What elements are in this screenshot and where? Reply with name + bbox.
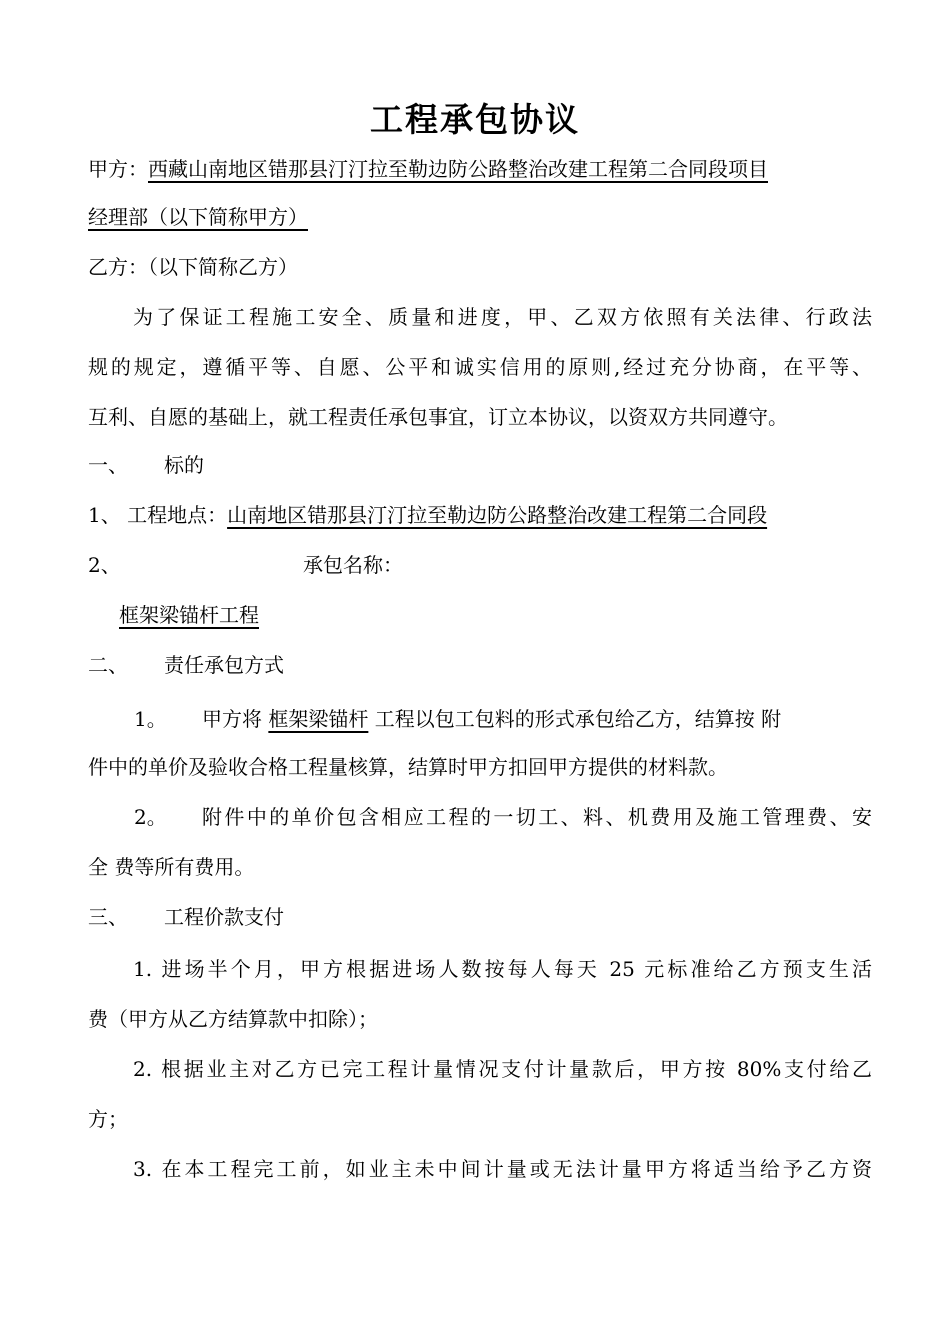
section-2-clause-2-line-1 <box>88 801 872 833</box>
section-3-clause-1-line-1: 1. 进场半个月，甲方根据进场人数按每人每天 25 元标准给乙方预支生活 <box>133 957 872 981</box>
contract-name-line <box>88 549 872 581</box>
section-1-heading: 标的 <box>164 453 204 477</box>
section-2-clause-1-line-1 <box>88 703 872 735</box>
party-b-line: 乙方：（以下简称乙方） <box>88 255 298 279</box>
project-location-value: 山南地区错那县汀汀拉至勒边防公路整治改建工程第二合同段 <box>227 503 768 527</box>
preamble-line-3: 互利、自愿的基础上，就工程责任承包事宜，订立本协议，以资双方共同遵守。 <box>88 405 788 429</box>
section-2-clause-2-line-2: 全 费等所有费用。 <box>88 855 255 879</box>
section-2-clause-1-line-2: 件中的单价及验收合格工程量核算，结算时甲方扣回甲方提供的材料款。 <box>88 755 728 779</box>
contract-name-value: 框架梁锚杆工程 <box>119 603 259 627</box>
project-location-line <box>88 499 872 531</box>
clause-2-1-underline: 框架梁锚杆 <box>268 707 369 731</box>
party-a-label: 甲方： <box>88 157 148 181</box>
section-3-clause-1-line-2: 费（甲方从乙方结算款中扣除）； <box>88 1007 378 1031</box>
preamble-line-1: 为了保证工程施工安全、质量和进度，甲、乙双方依照有关法律、行政法 <box>133 305 872 329</box>
preamble-line-2: 规的规定，遵循平等、自愿、公平和诚实信用的原则,经过充分协商，在平等、 <box>88 355 872 379</box>
section-3-clause-2-line-1: 2. 根据业主对乙方已完工程计量情况支付计量款后，甲方按 80%支付给乙 <box>133 1057 872 1081</box>
section-3-clause-3-line-1: 3. 在本工程完工前，如业主未中间计量或无法计量甲方将适当给予乙方资 <box>133 1157 872 1181</box>
section-1-heading-line <box>88 449 872 481</box>
party-a-line-2 <box>88 201 872 233</box>
section-3-clause-2-line-2: 方； <box>88 1107 128 1131</box>
section-2-number: 二、 <box>88 653 128 677</box>
clause-2-1-text <box>202 703 781 735</box>
clause-2-2-text: 附件中的单价包含相应工程的一切工、料、机费用及施工管理费、安 <box>202 805 872 829</box>
contract-name-label: 承包名称： <box>303 553 403 577</box>
project-location-label: 1、 工程地点： <box>88 503 228 527</box>
section-2-heading: 责任承包方式 <box>164 653 284 677</box>
section-3-heading: 工程价款支付 <box>164 905 284 929</box>
contract-name-value-line <box>119 599 872 631</box>
clause-2-1-number: 1。 <box>134 707 167 731</box>
section-3-number: 三、 <box>88 905 128 929</box>
clause-2-2-number: 2。 <box>134 805 167 829</box>
section-1-number: 一、 <box>88 453 128 477</box>
party-a-value: 西藏山南地区错那县汀汀拉至勒边防公路整治改建工程第二合同段项目 <box>148 157 768 181</box>
clause-2-1-text-b: 工程以包工包料的形式承包给乙方，结算按 附 <box>374 707 782 731</box>
section-2-heading-line <box>88 649 872 681</box>
contract-name-number: 2、 <box>88 553 121 577</box>
party-a-line <box>88 153 872 185</box>
clause-2-1-text-a: 甲方将 <box>202 707 262 731</box>
section-3-heading-line <box>88 901 872 933</box>
document-title: 工程承包协议 <box>370 100 580 139</box>
party-a-value-cont: 经理部（以下简称甲方） <box>88 205 308 229</box>
